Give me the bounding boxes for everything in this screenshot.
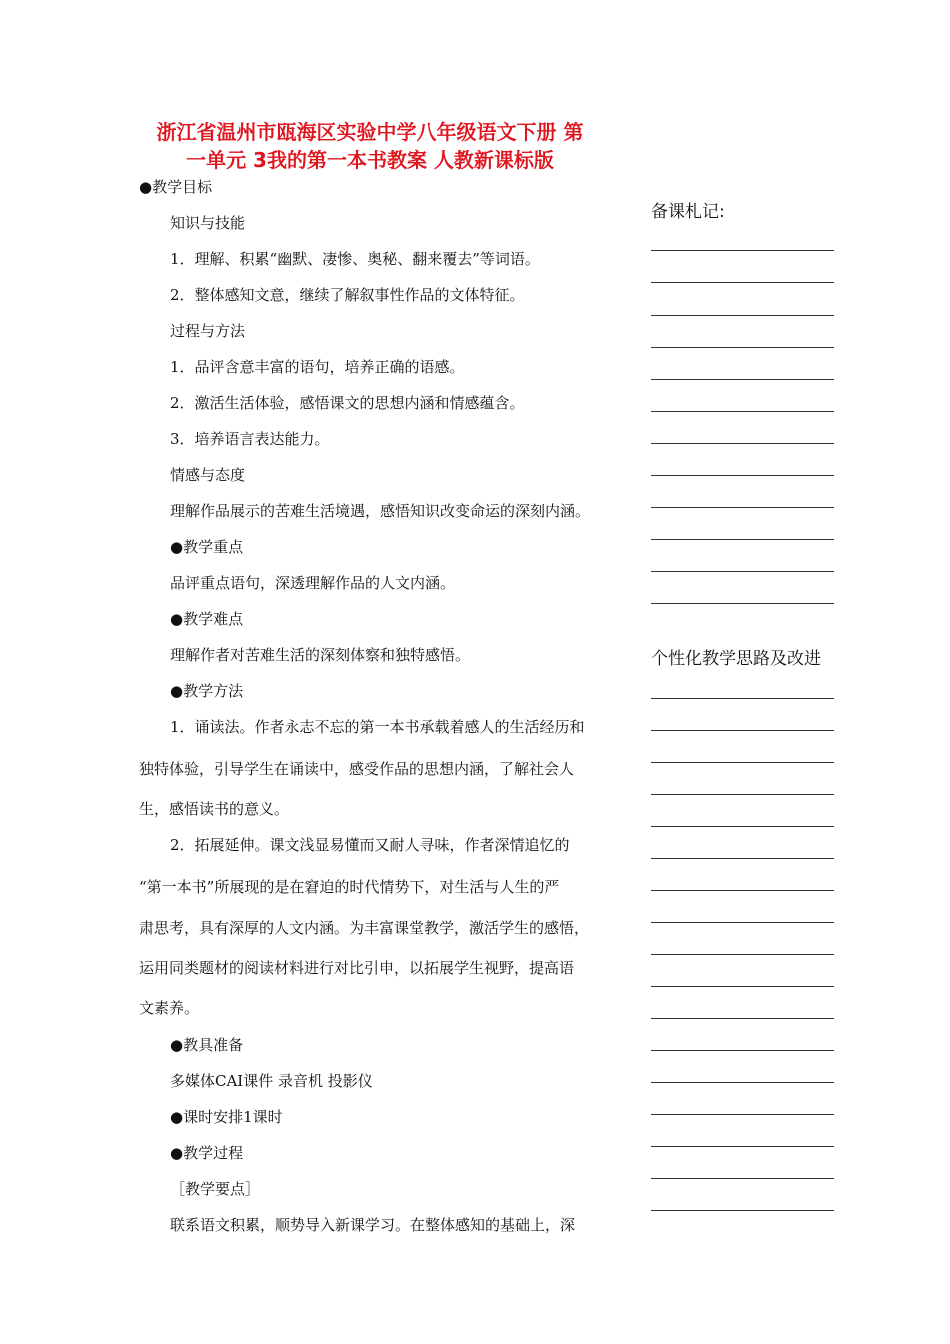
ideas-line (651, 794, 834, 795)
note-line (651, 315, 834, 316)
subheading-process-method: 过程与方法 (170, 322, 246, 340)
ideas-line (651, 1146, 834, 1147)
note-line (651, 539, 834, 540)
body-line: 多媒体CAI课件 录音机 投影仪 (170, 1072, 373, 1090)
note-line (651, 411, 834, 412)
body-line: 文素养。 (139, 999, 200, 1017)
ideas-heading: 个性化教学思路及改进 (651, 649, 821, 669)
body-line: “第一本书”所展现的是在窘迫的时代情势下，对生活与人生的严 (139, 878, 560, 896)
title-line-2: 一单元 3我的第一本书教案 人教新课标版 (186, 148, 554, 172)
ideas-line (651, 1178, 834, 1179)
note-line (651, 475, 834, 476)
note-line (651, 347, 834, 348)
ideas-line (651, 762, 834, 763)
body-line: 3．培养语言表达能力。 (170, 430, 330, 448)
body-line: 1．诵读法。作者永志不忘的第一本书承载着感人的生活经历和 (170, 718, 585, 736)
subheading-emotion-attitude: 情感与态度 (170, 466, 246, 484)
body-line: 2．激活生活体验，感悟课文的思想内涵和情感蕴含。 (170, 394, 525, 412)
ideas-line (651, 890, 834, 891)
note-line (651, 250, 834, 251)
section-heading-schedule: ●课时安排1课时 (170, 1108, 283, 1126)
body-line: 联系语文积累，顺势导入新课学习。在整体感知的基础上，深 (170, 1216, 576, 1234)
body-line: 1．理解、积累“幽默、凄惨、奥秘、翻来覆去”等词语。 (170, 250, 540, 268)
body-line: 品评重点语句，深透理解作品的人文内涵。 (170, 574, 456, 592)
ideas-line (651, 730, 834, 731)
note-line (651, 379, 834, 380)
document-title (100, 118, 640, 174)
ideas-line (651, 1050, 834, 1051)
body-line: 独特体验，引导学生在诵读中，感受作品的思想内涵，了解社会人 (139, 760, 575, 778)
section-heading-materials: ●教具准备 (170, 1036, 244, 1054)
ideas-line (651, 986, 834, 987)
body-line: 肃思考，具有深厚的人文内涵。为丰富课堂教学，激活学生的感悟， (139, 919, 590, 937)
body-line: 2．拓展延伸。课文浅显易懂而又耐人寻味，作者深情追忆的 (170, 836, 570, 854)
body-line: 生，感悟读书的意义。 (139, 800, 290, 818)
ideas-line (651, 1210, 834, 1211)
note-line (651, 507, 834, 508)
ideas-line (651, 922, 834, 923)
section-heading-objectives: ●教学目标 (139, 178, 213, 196)
section-heading-methods: ●教学方法 (170, 682, 244, 700)
notes-heading: 备课札记: (651, 202, 725, 222)
body-line: 2．整体感知文意，继续了解叙事性作品的文体特征。 (170, 286, 525, 304)
ideas-line (651, 826, 834, 827)
note-line (651, 571, 834, 572)
note-line (651, 443, 834, 444)
body-line: 理解作者对苦难生活的深刻体察和独特感悟。 (170, 646, 471, 664)
body-line: 运用同类题材的阅读材料进行对比引申，以拓展学生视野，提高语 (139, 959, 575, 977)
note-line (651, 282, 834, 283)
ideas-line (651, 954, 834, 955)
section-heading-difficulties: ●教学难点 (170, 610, 244, 628)
section-heading-key-points: ●教学重点 (170, 538, 244, 556)
subheading-knowledge-skills: 知识与技能 (170, 214, 246, 232)
body-line: 理解作品展示的苦难生活境遇，感悟知识改变命运的深刻内涵。 (170, 502, 591, 520)
ideas-line (651, 1018, 834, 1019)
title-line-1: 浙江省温州市瓯海区实验中学八年级语文下册 第 (156, 120, 584, 144)
note-line (651, 603, 834, 604)
ideas-line (651, 858, 834, 859)
subheading-teaching-points: ［教学要点］ (170, 1180, 261, 1198)
section-heading-process: ●教学过程 (170, 1144, 244, 1162)
body-line: 1．品评含意丰富的语句，培养正确的语感。 (170, 358, 465, 376)
ideas-line (651, 698, 834, 699)
ideas-line (651, 1082, 834, 1083)
ideas-line (651, 1114, 834, 1115)
